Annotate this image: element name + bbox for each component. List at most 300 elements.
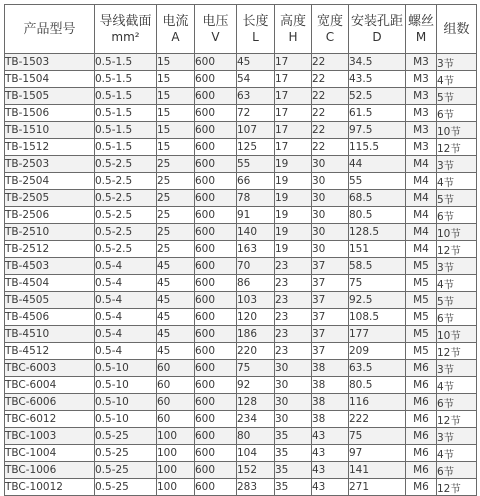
table-row	[5, 122, 477, 139]
cell-length: 78	[237, 190, 275, 207]
cell-width: 30	[312, 241, 349, 258]
cell-voltage: 600	[195, 190, 237, 207]
cell-height: 35	[275, 479, 312, 496]
cell-voltage: 600	[195, 292, 237, 309]
cell-length: 104	[237, 445, 275, 462]
table-row	[5, 275, 477, 292]
cell-voltage: 600	[195, 377, 237, 394]
cell-height: 35	[275, 445, 312, 462]
cell-model: TB-1505	[5, 88, 95, 105]
cell-wire-area: 0.5-2.5	[95, 173, 157, 190]
cell-hole-distance: 55	[349, 173, 406, 190]
cell-width: 22	[312, 139, 349, 156]
cell-height: 35	[275, 428, 312, 445]
column-header-label: 宽度	[316, 14, 343, 29]
cell-groups-text: 12节	[437, 142, 461, 155]
cell-screw: M5	[406, 258, 437, 275]
cell-wire-area: 0.5-1.5	[95, 122, 157, 139]
cell-groups-text: 3节	[437, 431, 455, 444]
cell-width: 38	[312, 377, 349, 394]
cell-groups	[437, 360, 477, 377]
cell-current: 45	[157, 258, 195, 275]
table-row	[5, 71, 477, 88]
cell-length: 86	[237, 275, 275, 292]
cell-current: 15	[157, 122, 195, 139]
cell-hole-distance: 97.5	[349, 122, 406, 139]
cell-model: TB-2506	[5, 207, 95, 224]
cell-groups-text: 4节	[437, 74, 455, 87]
table-row	[5, 173, 477, 190]
cell-wire-area: 0.5-25	[95, 479, 157, 496]
cell-screw: M4	[406, 156, 437, 173]
cell-groups-text: 6节	[437, 312, 455, 325]
cell-length: 220	[237, 343, 275, 360]
cell-screw: M4	[406, 173, 437, 190]
cell-groups	[437, 54, 477, 71]
cell-model: TBC-1003	[5, 428, 95, 445]
cell-length: 80	[237, 428, 275, 445]
cell-current: 100	[157, 462, 195, 479]
cell-wire-area: 0.5-25	[95, 428, 157, 445]
table-row	[5, 258, 477, 275]
cell-hole-distance: 80.5	[349, 377, 406, 394]
cell-current: 45	[157, 292, 195, 309]
cell-model: TB-1506	[5, 105, 95, 122]
cell-groups	[437, 411, 477, 428]
cell-height: 19	[275, 224, 312, 241]
cell-length: 186	[237, 326, 275, 343]
column-header-label: 高度	[279, 14, 306, 29]
cell-groups-text: 3节	[437, 159, 455, 172]
table-row	[5, 309, 477, 326]
cell-screw: M5	[406, 326, 437, 343]
cell-groups	[437, 207, 477, 224]
cell-voltage: 600	[195, 156, 237, 173]
cell-screw: M4	[406, 190, 437, 207]
cell-wire-area: 0.5-2.5	[95, 207, 157, 224]
cell-model: TBC-1006	[5, 462, 95, 479]
cell-hole-distance: 58.5	[349, 258, 406, 275]
cell-voltage: 600	[195, 122, 237, 139]
column-header-width	[312, 5, 349, 54]
cell-model: TB-4510	[5, 326, 95, 343]
cell-voltage: 600	[195, 71, 237, 88]
cell-width: 30	[312, 190, 349, 207]
cell-wire-area: 0.5-4	[95, 326, 157, 343]
cell-model: TBC-1004	[5, 445, 95, 462]
cell-length: 63	[237, 88, 275, 105]
cell-groups	[437, 377, 477, 394]
cell-groups	[437, 326, 477, 343]
cell-width: 37	[312, 326, 349, 343]
cell-height: 19	[275, 241, 312, 258]
cell-groups	[437, 394, 477, 411]
table-row	[5, 54, 477, 71]
cell-screw: M6	[406, 377, 437, 394]
cell-model: TBC-6004	[5, 377, 95, 394]
cell-width: 37	[312, 309, 349, 326]
cell-current: 25	[157, 173, 195, 190]
cell-length: 91	[237, 207, 275, 224]
table-row	[5, 156, 477, 173]
cell-height: 17	[275, 54, 312, 71]
cell-voltage: 600	[195, 258, 237, 275]
cell-height: 30	[275, 360, 312, 377]
cell-groups-text: 5节	[437, 193, 455, 206]
column-header-model	[5, 5, 95, 54]
cell-length: 75	[237, 360, 275, 377]
cell-width: 30	[312, 156, 349, 173]
cell-model: TB-4505	[5, 292, 95, 309]
cell-wire-area: 0.5-4	[95, 258, 157, 275]
cell-current: 60	[157, 377, 195, 394]
cell-screw: M6	[406, 360, 437, 377]
cell-groups-text: 6节	[437, 397, 455, 410]
column-header-unit: A	[171, 30, 180, 44]
header-row	[5, 5, 477, 54]
table-row	[5, 326, 477, 343]
cell-width: 22	[312, 105, 349, 122]
cell-length: 283	[237, 479, 275, 496]
cell-length: 66	[237, 173, 275, 190]
cell-groups-text: 4节	[437, 380, 455, 393]
cell-groups-text: 3节	[437, 57, 455, 70]
cell-width: 38	[312, 360, 349, 377]
table-row	[5, 394, 477, 411]
column-header-length	[237, 5, 275, 54]
cell-length: 55	[237, 156, 275, 173]
cell-hole-distance: 116	[349, 394, 406, 411]
cell-hole-distance: 209	[349, 343, 406, 360]
cell-wire-area: 0.5-1.5	[95, 71, 157, 88]
column-header-screw	[406, 5, 437, 54]
cell-width: 30	[312, 173, 349, 190]
cell-hole-distance: 177	[349, 326, 406, 343]
cell-height: 23	[275, 258, 312, 275]
cell-groups	[437, 258, 477, 275]
cell-groups-text: 6节	[437, 108, 455, 121]
cell-groups-text: 4节	[437, 278, 455, 291]
cell-wire-area: 0.5-2.5	[95, 190, 157, 207]
cell-height: 17	[275, 88, 312, 105]
cell-voltage: 600	[195, 445, 237, 462]
cell-voltage: 600	[195, 462, 237, 479]
cell-current: 15	[157, 139, 195, 156]
table-row	[5, 377, 477, 394]
cell-wire-area: 0.5-10	[95, 360, 157, 377]
cell-voltage: 600	[195, 224, 237, 241]
cell-screw: M6	[406, 479, 437, 496]
cell-length: 45	[237, 54, 275, 71]
cell-screw: M4	[406, 207, 437, 224]
cell-wire-area: 0.5-1.5	[95, 139, 157, 156]
cell-hole-distance: 44	[349, 156, 406, 173]
cell-current: 60	[157, 360, 195, 377]
cell-height: 30	[275, 394, 312, 411]
cell-wire-area: 0.5-1.5	[95, 54, 157, 71]
cell-width: 43	[312, 445, 349, 462]
cell-screw: M6	[406, 445, 437, 462]
cell-length: 92	[237, 377, 275, 394]
cell-current: 45	[157, 326, 195, 343]
cell-width: 30	[312, 207, 349, 224]
cell-width: 38	[312, 394, 349, 411]
cell-hole-distance: 222	[349, 411, 406, 428]
cell-voltage: 600	[195, 207, 237, 224]
cell-groups	[437, 292, 477, 309]
cell-groups-text: 5节	[437, 295, 455, 308]
cell-voltage: 600	[195, 309, 237, 326]
cell-voltage: 600	[195, 479, 237, 496]
cell-groups-text: 4节	[437, 176, 455, 189]
cell-current: 15	[157, 71, 195, 88]
cell-current: 25	[157, 207, 195, 224]
cell-length: 163	[237, 241, 275, 258]
cell-length: 128	[237, 394, 275, 411]
column-header-unit: V	[211, 30, 220, 44]
table-row	[5, 292, 477, 309]
cell-voltage: 600	[195, 241, 237, 258]
cell-hole-distance: 63.5	[349, 360, 406, 377]
cell-hole-distance: 43.5	[349, 71, 406, 88]
table-row	[5, 479, 477, 496]
cell-screw: M3	[406, 105, 437, 122]
column-header-label: 导线截面	[99, 14, 152, 29]
column-header-unit: D	[372, 30, 382, 44]
cell-model: TB-2503	[5, 156, 95, 173]
cell-model: TBC-6006	[5, 394, 95, 411]
column-header-label: 电压	[202, 14, 229, 29]
cell-groups	[437, 462, 477, 479]
table-header	[5, 5, 477, 54]
cell-model: TB-2510	[5, 224, 95, 241]
cell-wire-area: 0.5-4	[95, 275, 157, 292]
column-header-unit: C	[325, 30, 335, 44]
cell-groups	[437, 190, 477, 207]
cell-height: 23	[275, 309, 312, 326]
table-row	[5, 190, 477, 207]
cell-length: 120	[237, 309, 275, 326]
cell-height: 19	[275, 156, 312, 173]
column-header-label: 安装孔距	[350, 14, 403, 29]
cell-hole-distance: 128.5	[349, 224, 406, 241]
cell-groups-text: 4节	[437, 448, 455, 461]
spec-table	[4, 4, 477, 496]
table-row	[5, 360, 477, 377]
cell-screw: M3	[406, 122, 437, 139]
cell-screw: M4	[406, 241, 437, 258]
cell-groups	[437, 156, 477, 173]
cell-groups	[437, 445, 477, 462]
table-row	[5, 207, 477, 224]
cell-wire-area: 0.5-10	[95, 411, 157, 428]
cell-current: 45	[157, 343, 195, 360]
cell-screw: M5	[406, 309, 437, 326]
cell-voltage: 600	[195, 360, 237, 377]
cell-voltage: 600	[195, 88, 237, 105]
table-row	[5, 224, 477, 241]
cell-groups	[437, 139, 477, 156]
cell-voltage: 600	[195, 105, 237, 122]
cell-groups	[437, 309, 477, 326]
cell-screw: M3	[406, 88, 437, 105]
cell-groups	[437, 88, 477, 105]
cell-length: 125	[237, 139, 275, 156]
cell-model: TB-2505	[5, 190, 95, 207]
cell-current: 100	[157, 479, 195, 496]
cell-height: 17	[275, 105, 312, 122]
cell-model: TBC-10012	[5, 479, 95, 496]
cell-hole-distance: 97	[349, 445, 406, 462]
cell-hole-distance: 68.5	[349, 190, 406, 207]
column-header-wire-area	[95, 5, 157, 54]
cell-height: 19	[275, 190, 312, 207]
cell-screw: M6	[406, 428, 437, 445]
column-header-groups	[437, 5, 477, 54]
cell-screw: M3	[406, 139, 437, 156]
table-row	[5, 241, 477, 258]
cell-length: 234	[237, 411, 275, 428]
cell-wire-area: 0.5-4	[95, 343, 157, 360]
cell-height: 23	[275, 326, 312, 343]
cell-width: 37	[312, 258, 349, 275]
cell-hole-distance: 61.5	[349, 105, 406, 122]
cell-current: 15	[157, 54, 195, 71]
cell-wire-area: 0.5-1.5	[95, 105, 157, 122]
cell-height: 30	[275, 411, 312, 428]
cell-model: TB-4503	[5, 258, 95, 275]
table-body	[5, 54, 477, 496]
cell-width: 22	[312, 54, 349, 71]
cell-width: 22	[312, 122, 349, 139]
column-header-label: 长度	[242, 14, 269, 29]
table-row	[5, 411, 477, 428]
cell-groups-text: 12节	[437, 244, 461, 257]
column-header-label: 组数	[443, 21, 470, 37]
cell-screw: M3	[406, 54, 437, 71]
cell-hole-distance: 80.5	[349, 207, 406, 224]
cell-groups	[437, 105, 477, 122]
cell-groups-text: 12节	[437, 482, 461, 495]
cell-height: 19	[275, 173, 312, 190]
column-header-current	[157, 5, 195, 54]
cell-length: 152	[237, 462, 275, 479]
cell-length: 103	[237, 292, 275, 309]
cell-width: 43	[312, 428, 349, 445]
cell-height: 23	[275, 292, 312, 309]
cell-groups-text: 3节	[437, 363, 455, 376]
cell-model: TBC-6012	[5, 411, 95, 428]
column-header-height	[275, 5, 312, 54]
cell-hole-distance: 75	[349, 428, 406, 445]
cell-groups-text: 3节	[437, 261, 455, 274]
cell-hole-distance: 151	[349, 241, 406, 258]
cell-screw: M5	[406, 275, 437, 292]
column-header-label: 螺丝	[407, 14, 434, 29]
cell-voltage: 600	[195, 343, 237, 360]
cell-hole-distance: 108.5	[349, 309, 406, 326]
cell-current: 60	[157, 394, 195, 411]
cell-current: 45	[157, 275, 195, 292]
cell-wire-area: 0.5-25	[95, 445, 157, 462]
cell-model: TB-1504	[5, 71, 95, 88]
cell-groups-text: 10节	[437, 125, 461, 138]
cell-model: TB-1510	[5, 122, 95, 139]
cell-width: 37	[312, 275, 349, 292]
cell-length: 140	[237, 224, 275, 241]
cell-voltage: 600	[195, 326, 237, 343]
cell-voltage: 600	[195, 173, 237, 190]
cell-wire-area: 0.5-25	[95, 462, 157, 479]
column-header-unit: mm²	[111, 30, 140, 44]
cell-voltage: 600	[195, 411, 237, 428]
column-header-unit: M	[415, 30, 427, 44]
cell-voltage: 600	[195, 139, 237, 156]
cell-groups	[437, 479, 477, 496]
cell-current: 100	[157, 445, 195, 462]
cell-screw: M4	[406, 224, 437, 241]
table-row	[5, 445, 477, 462]
cell-wire-area: 0.5-1.5	[95, 88, 157, 105]
table-row	[5, 462, 477, 479]
cell-height: 17	[275, 139, 312, 156]
cell-height: 30	[275, 377, 312, 394]
cell-wire-area: 0.5-10	[95, 394, 157, 411]
cell-screw: M3	[406, 71, 437, 88]
cell-height: 35	[275, 462, 312, 479]
cell-groups-text: 6节	[437, 210, 455, 223]
cell-groups-text: 5节	[437, 91, 455, 104]
cell-groups	[437, 428, 477, 445]
cell-height: 23	[275, 275, 312, 292]
cell-groups	[437, 173, 477, 190]
cell-width: 30	[312, 224, 349, 241]
cell-model: TBC-6003	[5, 360, 95, 377]
cell-wire-area: 0.5-2.5	[95, 156, 157, 173]
cell-current: 25	[157, 224, 195, 241]
cell-model: TB-2504	[5, 173, 95, 190]
cell-model: TB-4512	[5, 343, 95, 360]
cell-current: 25	[157, 241, 195, 258]
cell-current: 25	[157, 190, 195, 207]
column-header-unit: L	[252, 30, 259, 44]
cell-groups-text: 10节	[437, 227, 461, 240]
cell-current: 15	[157, 88, 195, 105]
cell-screw: M6	[406, 462, 437, 479]
cell-wire-area: 0.5-2.5	[95, 224, 157, 241]
cell-wire-area: 0.5-2.5	[95, 241, 157, 258]
column-header-hole-distance	[349, 5, 406, 54]
cell-hole-distance: 141	[349, 462, 406, 479]
table-row	[5, 428, 477, 445]
cell-groups	[437, 275, 477, 292]
cell-length: 54	[237, 71, 275, 88]
cell-groups	[437, 343, 477, 360]
cell-wire-area: 0.5-10	[95, 377, 157, 394]
table-row	[5, 343, 477, 360]
cell-voltage: 600	[195, 54, 237, 71]
cell-length: 107	[237, 122, 275, 139]
column-header-voltage	[195, 5, 237, 54]
cell-model: TB-4506	[5, 309, 95, 326]
cell-current: 25	[157, 156, 195, 173]
cell-height: 17	[275, 71, 312, 88]
cell-groups-text: 12节	[437, 414, 461, 427]
cell-screw: M6	[406, 411, 437, 428]
cell-model: TB-1503	[5, 54, 95, 71]
cell-current: 45	[157, 309, 195, 326]
cell-hole-distance: 115.5	[349, 139, 406, 156]
